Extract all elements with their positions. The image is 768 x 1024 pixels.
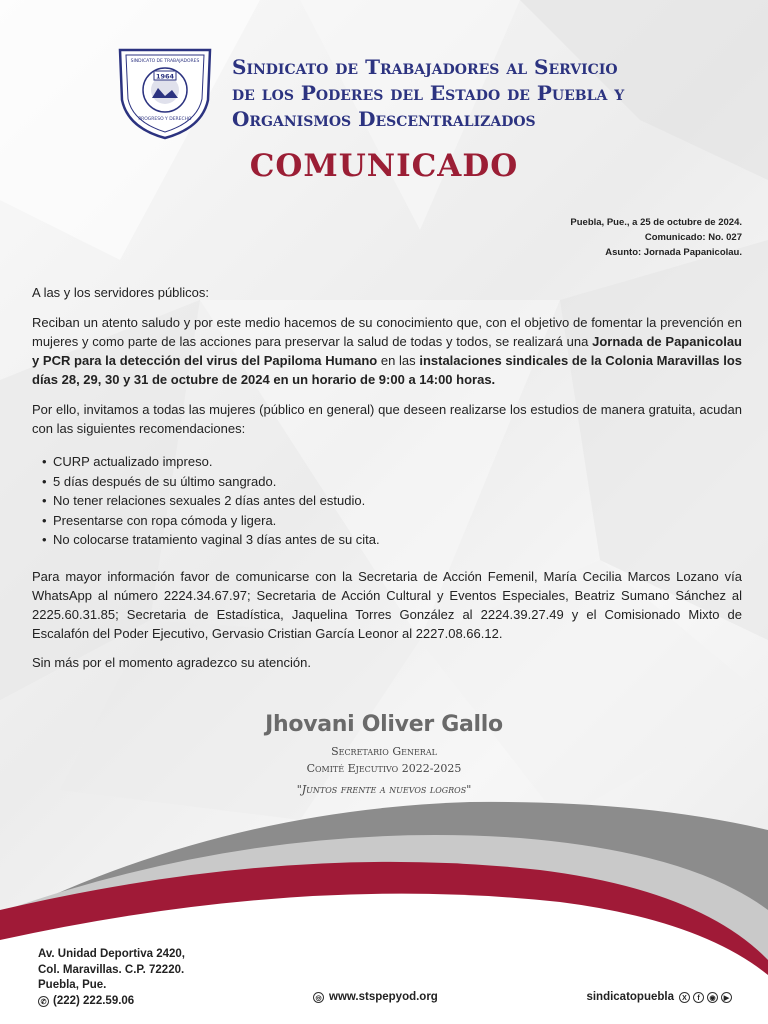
closing-line: Sin más por el momento agradezco su atención. <box>32 654 311 670</box>
subject-line: Asunto: Jornada Papanicolau. <box>605 247 742 258</box>
list-item: • Presentarse con ropa cómoda y ligera. <box>42 511 742 531</box>
phone-icon: ✆ <box>38 996 49 1007</box>
footer-website[interactable] <box>313 991 438 1003</box>
motto: "Juntos frente a nuevos logros" <box>296 783 472 796</box>
document-meta <box>570 215 742 260</box>
signatory-name: Jhovani Oliver Gallo <box>265 712 503 737</box>
paragraph-announcement: Reciban un atento saludo y por este medio hacemos de su conocimiento que, con el objetivo de fomentar la prevención en mujeres y como parte de las acciones para preservar la salud de todas y todos, se realizará una Jornada de Papanicolau y PCR para la detección del virus del Papiloma Humano en las instalaciones sindicales de la Colonia Maravillas los días 28, 29, 30 y 31 de octubre de 2024 en un horario de 9:00 a 14:00 horas. <box>32 315 742 387</box>
list-item: • 5 días después de su último sangrado. <box>42 472 742 492</box>
footer-social <box>586 991 732 1003</box>
facebook-icon[interactable]: f <box>693 992 704 1003</box>
organization-name: Sindicato de Trabajadores al Servicio de los Poderes del Estado de Puebla y Organismos Descentralizados <box>232 55 625 131</box>
letterhead <box>112 40 732 135</box>
website-link[interactable]: www.stspepyod.org <box>329 991 438 1003</box>
youtube-icon[interactable]: ▶ <box>721 992 732 1003</box>
paragraph-invitation: Por ello, invitamos a todas las mujeres (público en general) que deseen realizarse los estudios de manera gratuita, acudan con las siguientes recomendaciones: <box>32 402 742 436</box>
svg-text:PROGRESO Y DERECHO: PROGRESO Y DERECHO <box>138 117 192 122</box>
event-name: Jornada de Papanicolau y PCR para la detección del virus del Papiloma Humano <box>32 334 742 368</box>
x-icon[interactable]: X <box>679 992 690 1003</box>
place-date: Puebla, Pue., a 25 de octubre de 2024. <box>570 217 742 228</box>
instagram-icon[interactable]: ◉ <box>707 992 718 1003</box>
signatory-title: Secretario General <box>331 745 437 758</box>
social-handle: sindicatopuebla <box>586 991 674 1003</box>
requirements-list <box>32 452 742 550</box>
union-logo <box>112 40 218 140</box>
signature-block <box>0 712 768 796</box>
footer <box>0 940 768 1024</box>
svg-text:1964: 1964 <box>155 72 175 81</box>
salutation: A las y los servidores públicos: <box>32 285 210 300</box>
committee-label: Comité Ejecutivo 2022-2025 <box>306 762 462 775</box>
list-item: • No tener relaciones sexuales 2 días antes del estudio. <box>42 491 742 511</box>
list-item: • CURP actualizado impreso. <box>42 452 742 472</box>
logo-ring-text: SINDICATO DE TRABAJADORES <box>130 59 200 64</box>
event-location-date: instalaciones sindicales de la Colonia Maravillas los días 28, 29, 30 y 31 de octubre de 2024 en un horario de 9:00 a 14:00 horas. <box>32 353 742 387</box>
footer-address: Av. Unidad Deportiva 2420, Col. Maravillas. C.P. 72220. Puebla, Pue. ✆ (222) 222.59.06 <box>38 947 185 1009</box>
document-title: COMUNICADO <box>249 148 519 184</box>
footer-phone: ✆ (222) 222.59.06 <box>38 994 185 1010</box>
list-item: • No colocarse tratamiento vaginal 3 días antes de su cita. <box>42 530 742 550</box>
document-body <box>32 283 742 672</box>
globe-icon: ◎ <box>313 992 324 1003</box>
communique-number: Comunicado: No. 027 <box>644 232 742 243</box>
paragraph-contacts: Para mayor información favor de comunicarse con la Secretaria de Acción Femenil, María Cecilia Marcos Lozano vía WhatsApp al número 2224.34.67.97; Secretaria de Acción Cultural y Eventos Especiales, Beatriz Sumano Sánchez al 2225.60.31.85; Secretaria de Estadística, Jaquelina Torres González al 2224.39.27.49 y el Comisionado Mixto de Escalafón del Poder Ejecutivo, Gervasio Cristian García Leonor al 2227.08.66.12. <box>32 568 742 641</box>
